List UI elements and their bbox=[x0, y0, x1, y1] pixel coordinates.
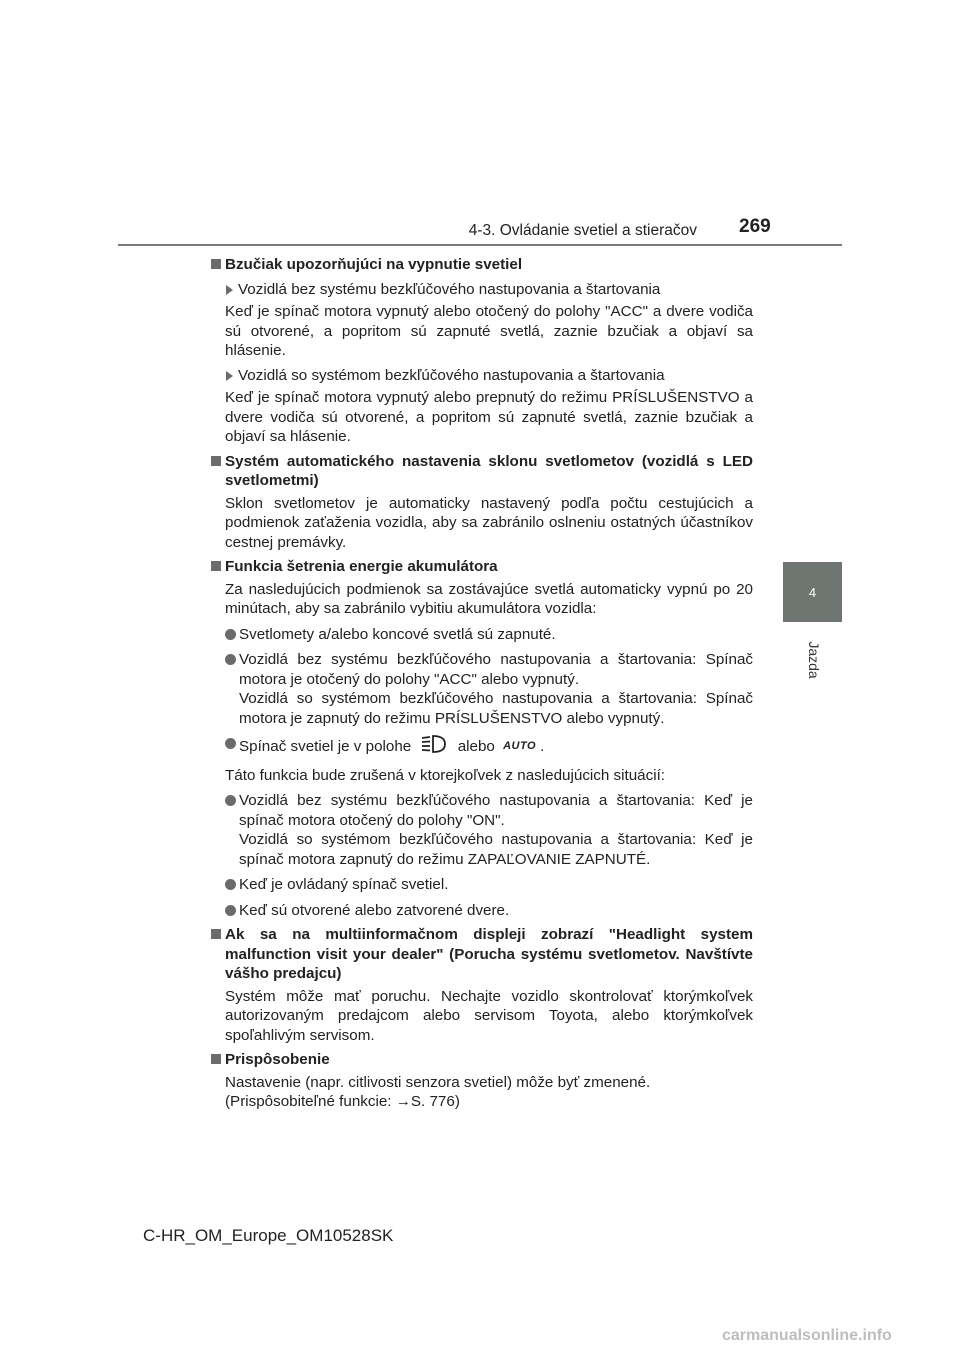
circle-bullet-icon bbox=[225, 738, 236, 749]
paragraph: Sklon svetlometov je automaticky nastavený podľa počtu cestujúcich a podmienok zaťaženia vozidla, aby sa zabránilo oslneniu ostatných účastníkov cestnej premávky. bbox=[225, 494, 753, 551]
section-title: 4-3. Ovládanie svetiel a stieračov bbox=[468, 222, 697, 239]
list-item-text: Keď je ovládaný spínač svetiel. bbox=[239, 876, 449, 893]
list-item bbox=[210, 650, 753, 728]
subheading-text: Vozidlá so systémom bezkľúčového nastupovania a štartovania bbox=[238, 366, 665, 384]
circle-bullet-icon bbox=[225, 905, 236, 916]
section-heading bbox=[210, 255, 753, 275]
square-bullet-icon bbox=[211, 259, 221, 269]
triangle-arrow-icon bbox=[226, 371, 233, 381]
square-bullet-icon bbox=[211, 561, 221, 571]
paragraph: Keď je spínač motora vypnutý alebo prepnutý do režimu PRÍSLUŠENSTVO a dvere vodiča sú otvorené, a popritom sú zapnuté svetlá, zaznie bzučiak a objaví sa hlásenie. bbox=[225, 389, 753, 445]
headlight-icon bbox=[419, 734, 449, 760]
section-battery-saver bbox=[210, 557, 753, 920]
page-content bbox=[210, 255, 753, 1117]
list-item-text: Vozidlá so systémom bezkľúčového nastupovania a štartovania: Keď je spínač motora zapnutý do režimu ZAPAĽOVANIE ZAPNUTÉ. bbox=[239, 831, 753, 868]
square-bullet-icon bbox=[211, 929, 221, 939]
section-heading bbox=[210, 1050, 753, 1070]
circle-bullet-icon bbox=[225, 795, 236, 806]
paragraph: Systém môže mať poruchu. Nechajte vozidlo skontrolovať ktorýmkoľvek autorizovaným predajcom alebo servisom Toyota, alebo ktorýmkoľvek spoľahlivým servisom. bbox=[225, 987, 753, 1044]
chapter-label: Jazda bbox=[806, 641, 822, 679]
circle-bullet-icon bbox=[225, 629, 236, 640]
subheading bbox=[210, 280, 753, 300]
square-bullet-icon bbox=[211, 1054, 221, 1064]
paragraph: Táto funkcia bude zrušená v ktorejkoľvek z nasledujúcich situácií: bbox=[225, 766, 666, 784]
auto-light-icon: AUTO bbox=[503, 740, 537, 752]
paragraph: Keď je spínač motora vypnutý alebo otočený do polohy "ACC" a dvere vodiča sú otvorené, a popritom sú zapnuté svetlá, zaznie bzučiak a objaví sa hlásenie. bbox=[225, 303, 753, 359]
circle-bullet-icon bbox=[225, 879, 236, 890]
page-number: 269 bbox=[739, 216, 771, 237]
list-item-text: alebo bbox=[457, 737, 495, 755]
section-buzzer bbox=[210, 255, 753, 447]
subheading-text: Vozidlá bez systému bezkľúčového nastupovania a štartovania bbox=[238, 280, 661, 298]
list-item bbox=[210, 625, 753, 645]
paragraph bbox=[210, 1073, 753, 1112]
paragraph-line: Nastavenie (napr. citlivosti senzora svetiel) môže byť zmenené. bbox=[225, 1073, 651, 1091]
chapter-tab[interactable] bbox=[783, 562, 842, 622]
section-heading bbox=[210, 452, 753, 491]
section-customization bbox=[210, 1050, 753, 1112]
list-item-text: Keď sú otvorené alebo zatvorené dvere. bbox=[239, 901, 510, 919]
list-item bbox=[210, 875, 753, 895]
list-item-text: Svetlomety a/alebo koncové svetlá sú zapnuté. bbox=[239, 625, 556, 643]
header-divider bbox=[118, 244, 842, 246]
section-heading bbox=[210, 557, 753, 577]
list-item-text: . bbox=[540, 737, 545, 755]
section-heading bbox=[210, 925, 753, 984]
list-item bbox=[210, 901, 753, 921]
heading-text: Funkcia šetrenia energie akumulátora bbox=[225, 558, 498, 575]
triangle-arrow-icon bbox=[226, 285, 233, 295]
heading-text: Ak sa na multiinformačnom displeji zobrazí "Headlight system malfunction visit your dealer" (Porucha systému svetlometov. Navštívte vášho predajcu) bbox=[225, 926, 753, 982]
list-item bbox=[210, 734, 753, 760]
page-reference-link[interactable]: (Prispôsobiteľné funkcie: →S. 776) bbox=[225, 1093, 460, 1110]
list-item bbox=[210, 791, 753, 869]
chapter-number: 4 bbox=[808, 584, 817, 600]
section-leveling bbox=[210, 452, 753, 553]
watermark: carmanualsonline.info bbox=[722, 1327, 892, 1344]
list-item-text: Vozidlá so systémom bezkľúčového nastupovania a štartovania: Spínač motora je zapnutý do režimu PRÍSLUŠENSTVO alebo vypnutý. bbox=[239, 690, 753, 727]
list-item-text: Spínač svetiel je v polohe bbox=[239, 737, 412, 755]
list-item-text: Vozidlá bez systému bezkľúčového nastupovania a štartovania: Keď je spínač motora otočený do polohy "ON". bbox=[239, 792, 753, 829]
document-code: C-HR_OM_Europe_OM10528SK bbox=[143, 1226, 394, 1245]
paragraph: Za nasledujúcich podmienok sa zostávajúce svetlá automaticky vypnú po 20 minútach, aby sa zabránilo vybitiu akumulátora vozidla: bbox=[225, 580, 753, 617]
section-malfunction bbox=[210, 925, 753, 1045]
heading-text: Prispôsobenie bbox=[225, 1051, 330, 1068]
heading-text: Systém automatického nastavenia sklonu svetlometov (vozidlá s LED svetlometmi) bbox=[225, 452, 753, 489]
heading-text: Bzučiak upozorňujúci na vypnutie svetiel bbox=[225, 256, 523, 273]
subheading bbox=[210, 366, 753, 386]
list-item-text: Vozidlá bez systému bezkľúčového nastupovania a štartovania: Spínač motora je otočený do polohy "ACC" alebo vypnutý. bbox=[239, 651, 753, 688]
square-bullet-icon bbox=[211, 456, 221, 466]
circle-bullet-icon bbox=[225, 654, 236, 665]
